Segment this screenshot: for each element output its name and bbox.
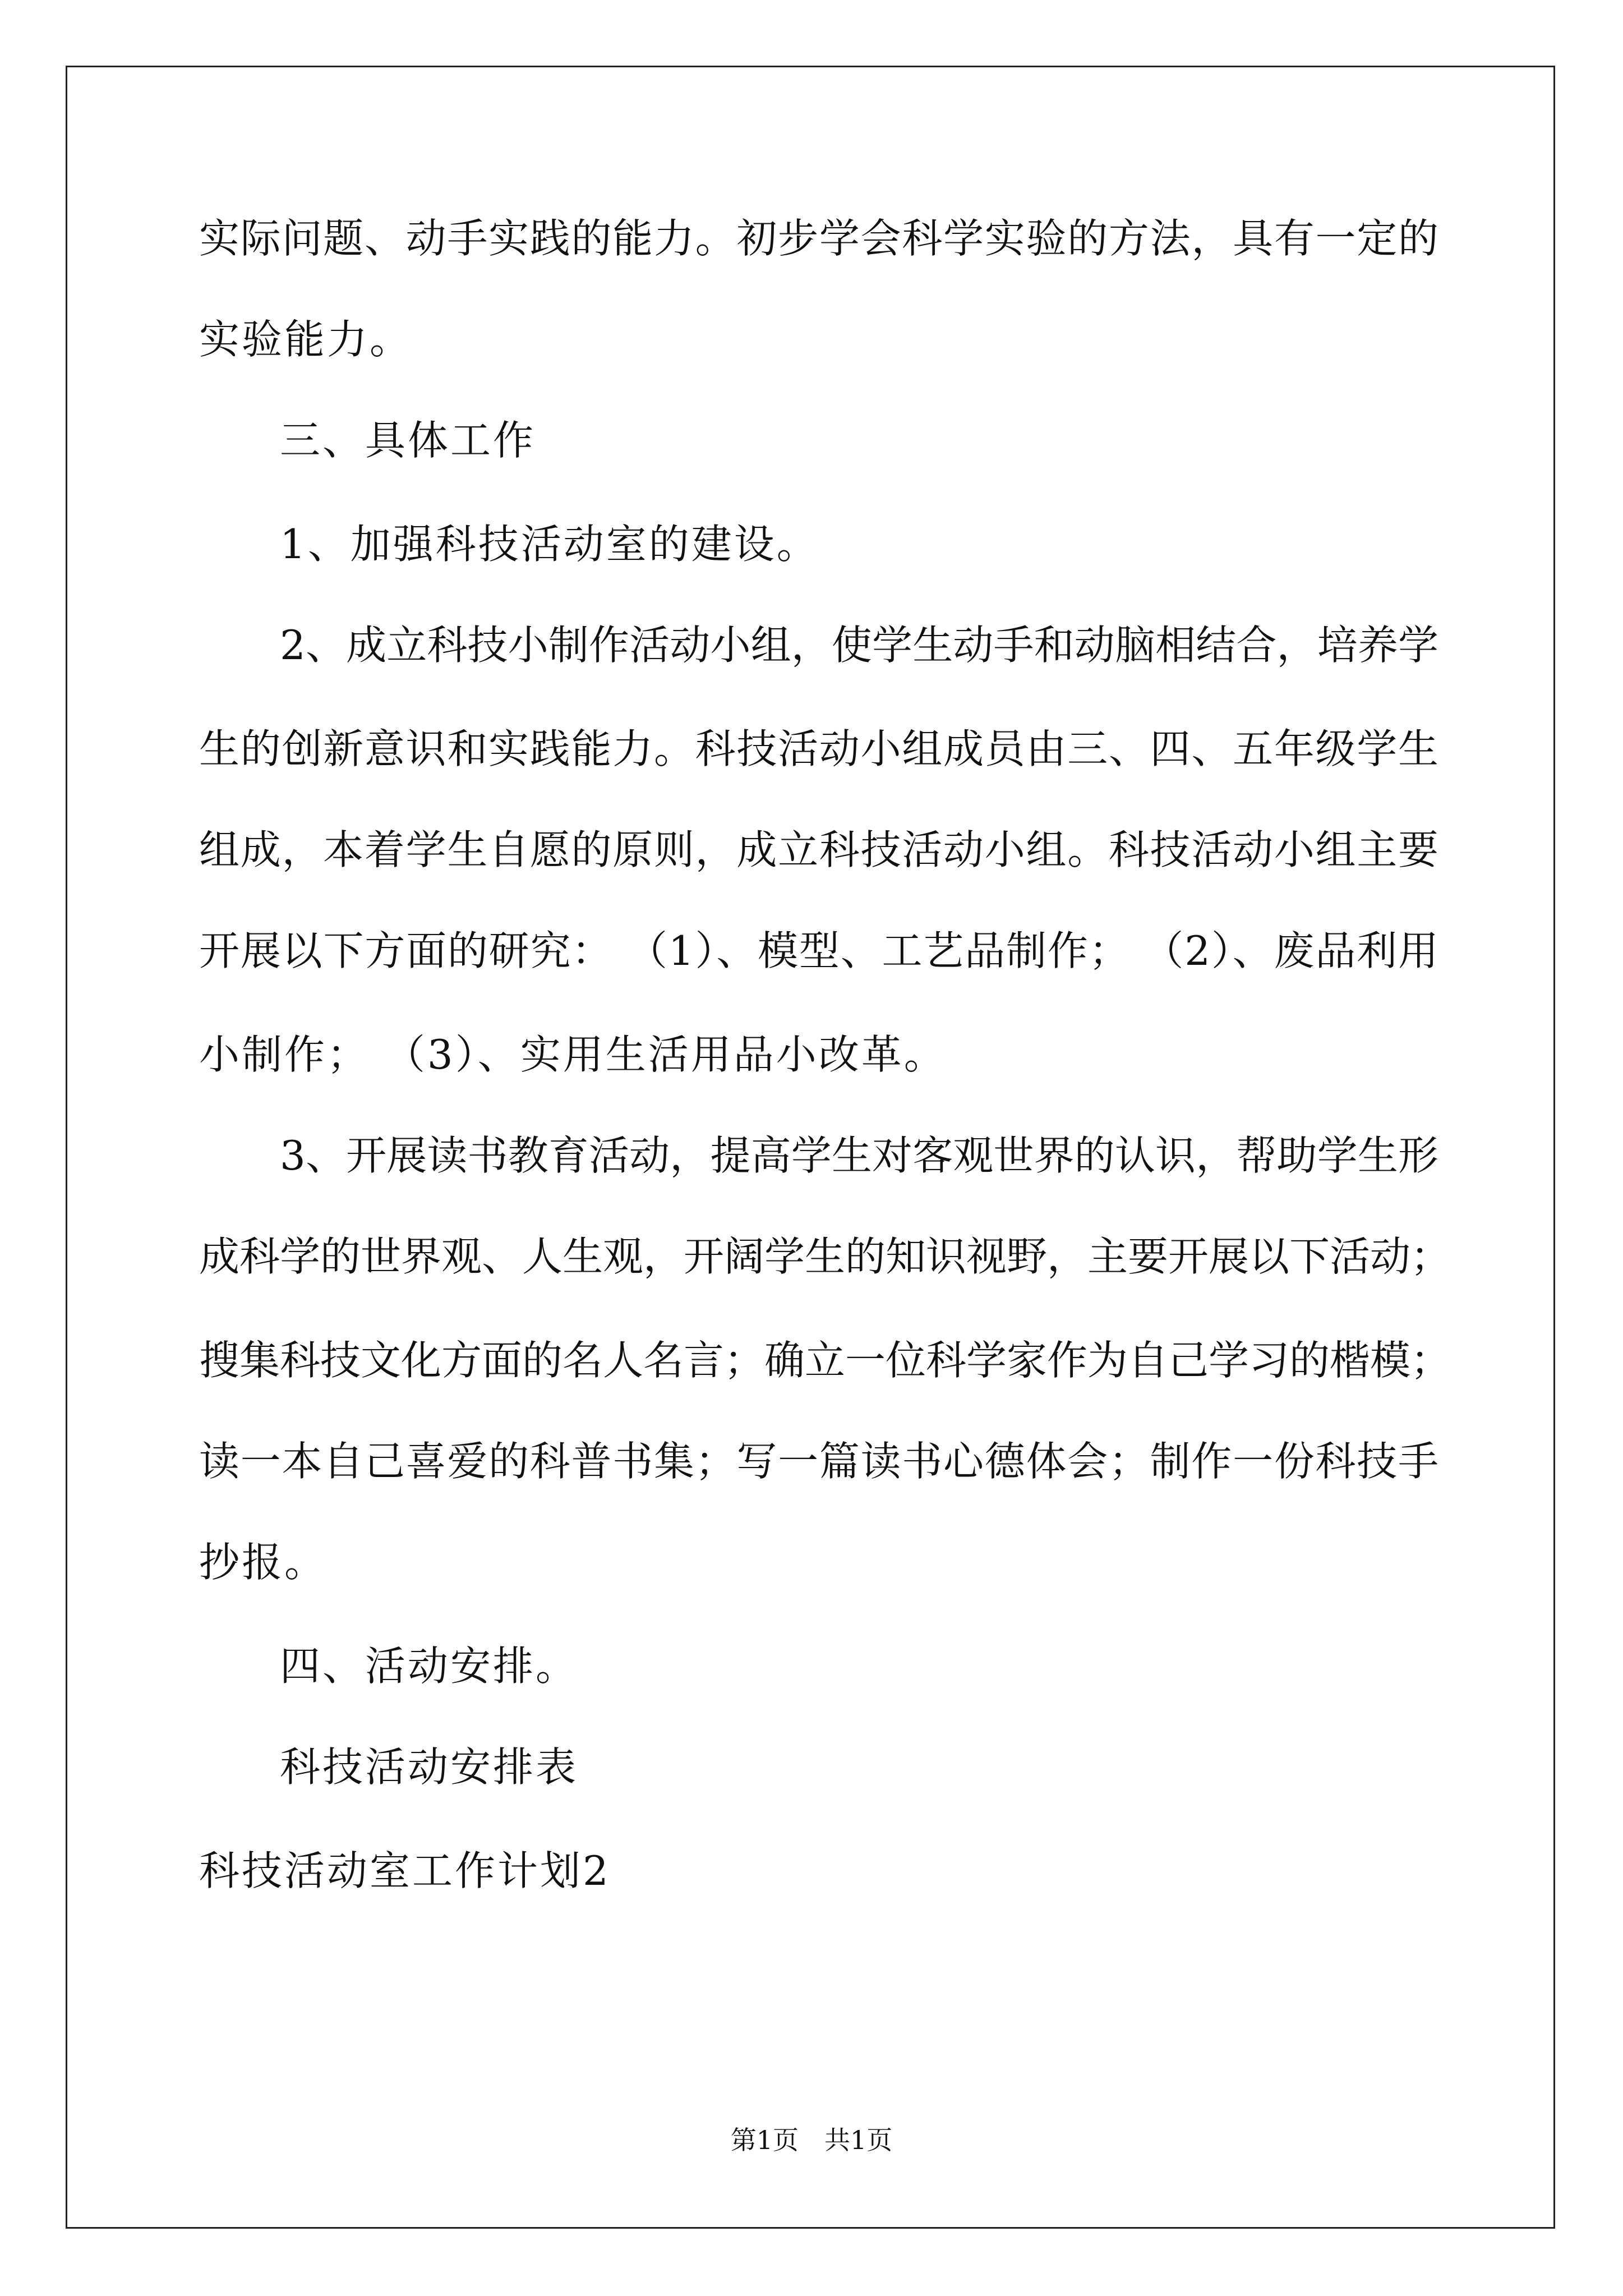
paragraph-line: 实际问题、动手实践的能力。初步学会科学实验的方法，具有一定的 — [199, 215, 1438, 262]
paragraph-line: 小制作； （3）、实用生活用品小改革。 — [199, 1031, 947, 1078]
table-caption: 科技活动安排表 — [280, 1743, 579, 1791]
section-heading: 四、活动安排。 — [280, 1642, 579, 1690]
paragraph-line: 搜集科技文化方面的名人名言；确立一位科学家作为自己学习的楷模； — [199, 1337, 1451, 1384]
document-title: 科技活动室工作计划2 — [199, 1847, 611, 1894]
page-number: 第1页 共1页 — [730, 2125, 893, 2155]
paragraph-line: 生的创新意识和实践能力。科技活动小组成员由三、四、五年级学生 — [199, 725, 1438, 772]
paragraph-line: 1、加强科技活动室的建设。 — [280, 521, 819, 568]
paragraph-line: 组成，本着学生自愿的原则，成立科技活动小组。科技活动小组主要 — [199, 826, 1438, 873]
paragraph-line: 实验能力。 — [199, 316, 413, 363]
paragraph-line: 抄报。 — [199, 1539, 328, 1586]
paragraph-line: 3、开展读书教育活动，提高学生对客观世界的认识，帮助学生形 — [280, 1132, 1438, 1179]
paragraph-line: 读一本自己喜爱的科普书集；写一篇读书心德体会；制作一份科技手 — [199, 1438, 1438, 1485]
paragraph-line: 开展以下方面的研究： （1）、模型、工艺品制作； （2）、废品利用 — [199, 927, 1438, 974]
paragraph-line: 成科学的世界观、人生观，开阔学生的知识视野，主要开展以下活动； — [199, 1233, 1451, 1280]
section-heading: 三、具体工作 — [280, 417, 536, 464]
paragraph-line: 2、成立科技小制作活动小组，使学生动手和动脑相结合，培养学 — [280, 622, 1438, 669]
